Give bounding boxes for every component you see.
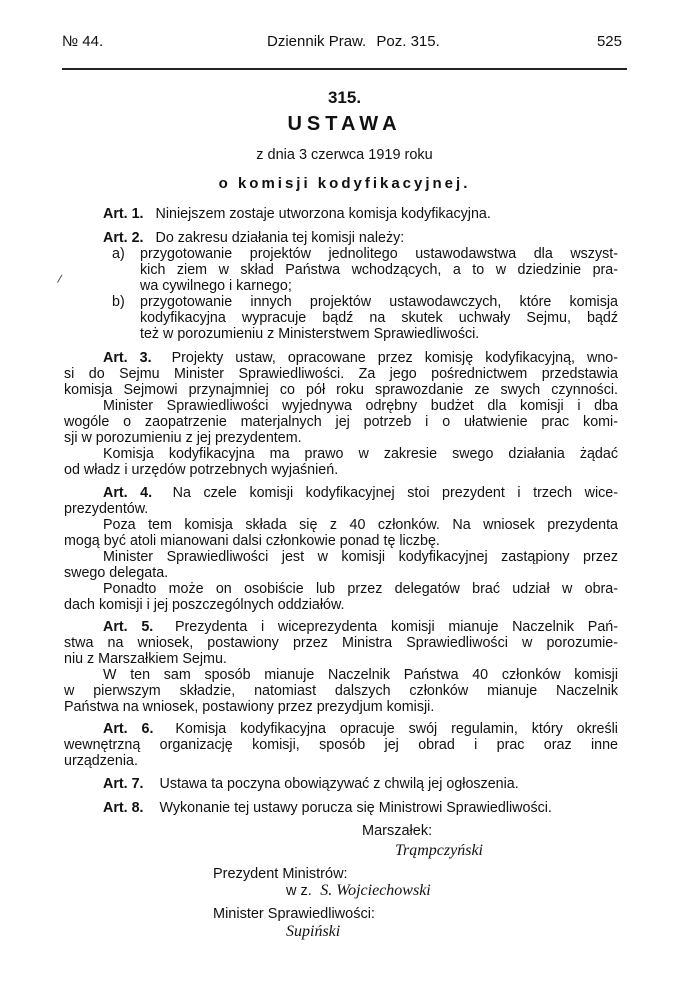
article-line: Państwa na wniosek, postawiony przez prezydjum komisji. (64, 699, 435, 715)
article-2 (103, 230, 404, 247)
article-text: Niniejszem zostaje utworzona komisja kodyfikacyjna. (155, 206, 491, 222)
article-line: w pierwszym składzie, natomiast dalszych członków mianuje Naczelnik (64, 683, 618, 699)
prime-minister-label: Prezydent Ministrów: (213, 866, 348, 882)
article-3 (103, 350, 618, 367)
article-label: Art. 2. (103, 230, 144, 246)
article-line: prezydentów. (64, 501, 149, 517)
article-label: Art. 7. (103, 776, 144, 792)
article-1 (103, 206, 491, 223)
article-line: kodyfikacyjna wypracuje bądź na skutek uchwały Sejmu, bądź (140, 310, 618, 326)
article-line: W ten sam sposób mianuje Naczelnik Państwa 40 członków komisji (103, 667, 618, 683)
article-text: Do zakresu działania tej komisji należy: (155, 230, 405, 246)
article-line: wewnętrzną organizację komisji, sposób jej obrad i prac oraz inne (64, 737, 618, 753)
article-line: wa cywilnego i karnego; (140, 278, 292, 294)
article-text: Ustawa ta poczyna obowiązywać z chwilą jej ogłoszenia. (159, 776, 519, 792)
justice-minister-signature: Supiński (286, 923, 341, 940)
article-line: Minister Sprawiedliwości jest w komisji kodyfikacyjnej zastąpiony przez (103, 549, 618, 565)
act-date: z dnia 3 czerwca 1919 roku (256, 147, 433, 163)
marshal-signature: Trąmpczyński (395, 842, 483, 859)
justice-minister-label: Minister Sprawiedliwości: (213, 906, 375, 922)
article-line: Komisja kodyfikacyjna ma prawo w zakresie swego działania żądać (103, 446, 618, 462)
article-label: Art. 5. (103, 619, 154, 635)
article-line: kich ziem w skład Państwa wchodzących, a to w dziedzinie pra- (140, 262, 618, 278)
article-line: przygotowanie innych projektów ustawodawczych, które komisja (140, 294, 618, 310)
marshal-label: Marszałek: (362, 823, 433, 839)
article-text: Komisja kodyfikacyjna opracuje swój regulamin, który określi (175, 721, 618, 737)
margin-mark: / (56, 271, 64, 287)
prime-minister-signature-line (286, 882, 431, 900)
article-line: niu z Marszałkiem Sejmu. (64, 651, 227, 667)
article-text: Projekty ustaw, opracowane przez komisję kodyfikacyjną, wno- (171, 350, 618, 366)
article-line: Poza tem komisja składa się z 40 członków. Na wniosek prezydenta (103, 517, 618, 533)
article-label: Art. 6. (103, 721, 154, 737)
article-8 (103, 800, 552, 817)
act-heading: USTAWA (287, 113, 402, 135)
deputy-prefix: w z. (286, 883, 312, 899)
position-number: Poz. 315. (376, 33, 440, 50)
act-number: 315. (327, 88, 362, 107)
article-line: komisja Sejmowi przynajmniej co pół roku sprawozdanie ze swych czynności. (64, 382, 618, 398)
article-line: wogóle o zaopatrzenie materjalnych jej potrzeb i o ułatwienie prac komi- (64, 414, 618, 430)
article-line: dach komisji i jej poszczególnych oddziałów. (64, 597, 345, 613)
article-7 (103, 776, 519, 793)
article-label: Art. 4. (103, 485, 153, 501)
article-line: mogą być atoli mianowani dalsi członkowie ponad tę liczbę. (64, 533, 440, 549)
article-line: od władz i urzędów potrzebnych wyjaśnień. (64, 462, 339, 478)
article-line: sji w porozumieniu z jej prezydentem. (64, 430, 302, 446)
article-line: Minister Sprawiedliwości wyjednywa odrębny budżet dla komisji i dba (103, 398, 618, 414)
article-line: swego delegata. (64, 565, 169, 581)
article-text: Prezydenta i wiceprezydenta komisji mianuje Naczelnik Pań- (174, 619, 618, 635)
journal-name: Dziennik Praw. (267, 33, 367, 50)
article-label: Art. 3. (103, 350, 152, 366)
article-text: Na czele komisji kodyfikacyjnej stoi prezydent i trzech wice- (172, 485, 618, 501)
issue-number: № 44. (62, 33, 104, 50)
article-line: przygotowanie projektów jednolitego ustawodawstwa dla wszyst- (140, 246, 618, 262)
prime-minister-signature: S. Wojciechowski (320, 882, 431, 899)
article-5 (103, 619, 618, 636)
article-line: urządzenia. (64, 753, 138, 769)
article-text: Wykonanie tej ustawy porucza się Ministrowi Sprawiedliwości. (159, 800, 552, 816)
article-line: si do Sejmu Minister Sprawiedliwości. Za jego pośrednictwem przedstawia (64, 366, 618, 382)
article-line: Ponadto może on osobiście lub przez delegatów brać udział w obra- (103, 581, 618, 597)
running-header (62, 33, 622, 55)
act-subject: o komisji kodyfikacyjnej. (218, 175, 471, 192)
article-4 (103, 485, 618, 502)
article-label: Art. 1. (103, 206, 144, 222)
article-6 (103, 721, 618, 738)
page-number: 525 (596, 33, 622, 50)
list-marker: a) (112, 246, 125, 262)
article-line: stwa na wniosek, postawiony przez Ministra Sprawiedliwości w porozumie- (64, 635, 618, 651)
list-marker: b) (112, 294, 125, 310)
header-rule (62, 68, 627, 70)
article-label: Art. 8. (103, 800, 144, 816)
article-line: też w porozumieniu z Ministerstwem Sprawiedliwości. (140, 326, 480, 342)
journal-title (267, 33, 440, 50)
